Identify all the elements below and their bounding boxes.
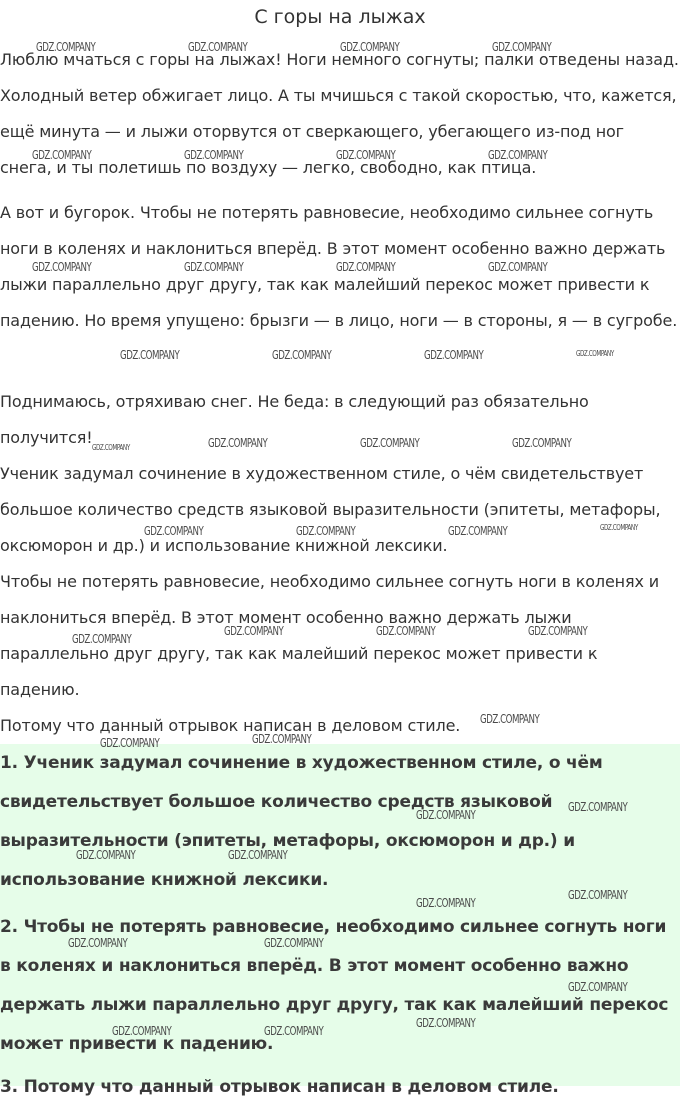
watermark: GDZ.COMPANY xyxy=(600,523,638,532)
essay-text-2: А вот и бугорок. Чтобы не потерять равновесие, необходимо сильнее согнуть ноги в коленях и наклониться вперёд. В этот момент особенно важно держать лыжи параллельно друг другу, так как малейший перекос может привести к падению. Но время упущено: брызги — в лицо, ноги — в стороны, я — в сугробе. xyxy=(0,203,678,330)
watermark: GDZ.COMPANY xyxy=(480,712,540,726)
watermark: GDZ.COMPANY xyxy=(36,40,96,54)
option-3 xyxy=(0,708,680,744)
watermark: GDZ.COMPANY xyxy=(568,800,628,814)
watermark: GDZ.COMPANY xyxy=(272,348,332,362)
essay-paragraph-3 xyxy=(0,384,680,456)
watermark: GDZ.COMPANY xyxy=(72,632,132,646)
watermark: GDZ.COMPANY xyxy=(112,1024,172,1038)
watermark: GDZ.COMPANY xyxy=(416,808,476,822)
watermark: GDZ.COMPANY xyxy=(424,348,484,362)
watermark: GDZ.COMPANY xyxy=(252,732,312,746)
watermark: GDZ.COMPANY xyxy=(32,260,92,274)
essay-paragraph-1 xyxy=(0,42,680,186)
watermark: GDZ.COMPANY xyxy=(492,40,552,54)
watermark: GDZ.COMPANY xyxy=(360,436,420,450)
option-text-2: Чтобы не потерять равновесие, необходимо сильнее согнуть ноги в коленях и наклониться вперёд. В этот момент особенно важно держать лыжи параллельно друг другу, так как малейший перекос может привести к падению. xyxy=(0,572,659,699)
watermark: GDZ.COMPANY xyxy=(296,524,356,538)
watermark: GDZ.COMPANY xyxy=(264,1024,324,1038)
option-text-1: Ученик задумал сочинение в художественном стиле, о чём свидетельствует большое количество средств языковой выразительности (эпитеты, метафоры, оксюморон и др.) и использование книжной лексики. xyxy=(0,464,661,555)
watermark: GDZ.COMPANY xyxy=(76,848,136,862)
watermark: GDZ.COMPANY xyxy=(120,348,180,362)
watermark: GDZ.COMPANY xyxy=(144,524,204,538)
watermark: GDZ.COMPANY xyxy=(448,524,508,538)
watermark: GDZ.COMPANY xyxy=(568,980,628,994)
watermark: GDZ.COMPANY xyxy=(68,936,128,950)
watermark: GDZ.COMPANY xyxy=(100,736,160,750)
watermark: GDZ.COMPANY xyxy=(92,443,130,452)
watermark: GDZ.COMPANY xyxy=(488,148,548,162)
option-1 xyxy=(0,456,680,564)
watermark: GDZ.COMPANY xyxy=(416,896,476,910)
watermark: GDZ.COMPANY xyxy=(336,148,396,162)
watermark: GDZ.COMPANY xyxy=(376,624,436,638)
watermark: GDZ.COMPANY xyxy=(224,624,284,638)
watermark: GDZ.COMPANY xyxy=(184,260,244,274)
watermark: GDZ.COMPANY xyxy=(264,936,324,950)
watermark: GDZ.COMPANY xyxy=(512,436,572,450)
watermark: GDZ.COMPANY xyxy=(188,40,248,54)
watermark: GDZ.COMPANY xyxy=(416,1016,476,1030)
answer-2: 2. Чтобы не потерять равновесие, необходимо сильнее согнуть ноги в коленях и наклониться вперёд. В этот момент особенно важно держать лыжи параллельно друг другу, так как малейший перекос может привести к падению. xyxy=(0,917,669,1054)
watermark: GDZ.COMPANY xyxy=(528,624,588,638)
watermark: GDZ.COMPANY xyxy=(340,40,400,54)
watermark: GDZ.COMPANY xyxy=(184,148,244,162)
watermark: GDZ.COMPANY xyxy=(228,848,288,862)
watermark: GDZ.COMPANY xyxy=(32,148,92,162)
answer-3: 3. Потому что данный отрывок написан в деловом стиле. xyxy=(0,1077,559,1097)
option-2 xyxy=(0,564,680,708)
answer-1: 1. Ученик задумал сочинение в художественном стиле, о чём свидетельствует большое количество средств языковой выразительности (эпитеты, метафоры, оксюморон и др.) и использование книжной лексики. xyxy=(0,753,603,890)
watermark: GDZ.COMPANY xyxy=(488,260,548,274)
essay-paragraph-2 xyxy=(0,195,680,339)
watermark: GDZ.COMPANY xyxy=(568,888,628,902)
watermark: GDZ.COMPANY xyxy=(336,260,396,274)
answers-panel xyxy=(0,744,680,1097)
page-title: С горы на лыжах xyxy=(254,6,426,28)
option-text-3: Потому что данный отрывок написан в деловом стиле. xyxy=(0,716,461,735)
essay-text-3: Поднимаюсь, отряхиваю снег. Не беда: в следующий раз обязательно получится! xyxy=(0,392,589,447)
watermark: GDZ.COMPANY xyxy=(208,436,268,450)
watermark: GDZ.COMPANY xyxy=(576,349,614,358)
essay-text-1: Люблю мчаться с горы на лыжах! Ноги немного согнуты; палки отведены назад. Холодный ветер обжигает лицо. А ты мчишься с такой скоростью, что, кажется, ещё минута — и лыжи оторвутся от сверкающего, убегающего из-под ног снега, и ты полетишь по воздуху — легко, свободно, как птица. xyxy=(0,50,679,177)
